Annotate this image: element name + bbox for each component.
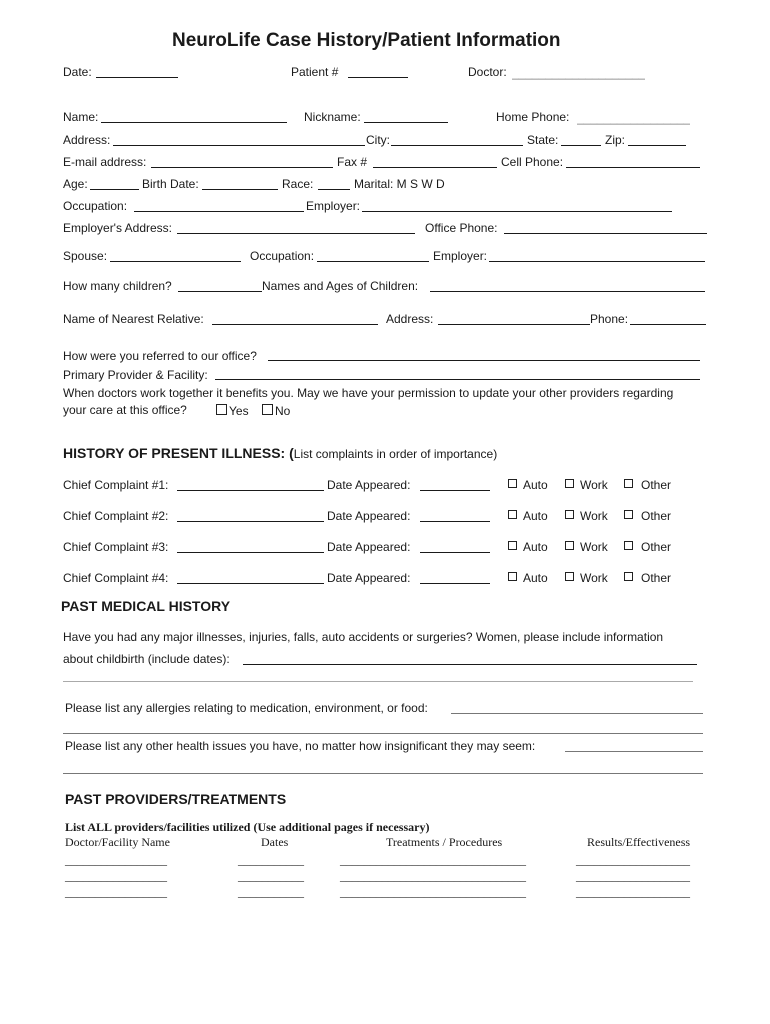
providers-table-cell[interactable]: ___________________ — [576, 885, 690, 899]
name-field[interactable] — [101, 122, 287, 123]
date-appeared-label: Date Appeared: — [327, 571, 411, 585]
work-checkbox[interactable] — [565, 541, 574, 550]
yes-checkbox[interactable] — [216, 404, 227, 415]
page-title: NeuroLife Case History/Patient Information — [172, 30, 561, 51]
doctor-field[interactable]: ____________________ — [512, 66, 646, 80]
nickname-label: Nickname: — [304, 110, 361, 124]
permission-text: When doctors work together it benefits you. May we have your permission to update your other providers regarding — [63, 386, 674, 400]
spouse-employer-label: Employer: — [433, 249, 488, 263]
other-label: Other — [641, 509, 672, 523]
relative-name-field[interactable] — [212, 324, 378, 325]
allergies-field[interactable] — [451, 713, 703, 714]
marital-label[interactable]: Marital: M S W D — [354, 177, 445, 191]
referral-field[interactable] — [268, 360, 700, 361]
other-issues-field[interactable] — [565, 751, 703, 752]
email-label: E-mail address: — [63, 155, 147, 169]
providers-table-cell[interactable]: _______________________________ — [340, 853, 526, 867]
pmh-answer-line-2[interactable] — [63, 681, 693, 682]
spouse-occupation-field[interactable] — [317, 261, 429, 262]
providers-table-cell[interactable]: _______________________________ — [340, 885, 526, 899]
spouse-occupation-label: Occupation: — [250, 249, 315, 263]
chief-complaint-field[interactable] — [177, 490, 324, 491]
date-label: Date: — [63, 65, 92, 79]
chief-complaint-field[interactable] — [177, 583, 324, 584]
date-appeared-field[interactable] — [420, 490, 490, 491]
children-names-field[interactable] — [430, 291, 705, 292]
address-label: Address: — [63, 133, 111, 147]
chief-complaint-label: Chief Complaint #1: — [63, 478, 169, 492]
employer-field[interactable] — [362, 211, 672, 212]
providers-table-cell[interactable]: _________________ — [65, 853, 167, 867]
children-names-label: Names and Ages of Children: — [262, 279, 419, 293]
auto-label: Auto — [523, 509, 548, 523]
city-label: City: — [366, 133, 390, 147]
date-appeared-label: Date Appeared: — [327, 509, 411, 523]
providers-instruction: List ALL providers/facilities utilized (Use additional pages if necessary) — [65, 820, 430, 834]
office-phone-field[interactable] — [504, 233, 707, 234]
pmh-question-2: about childbirth (include dates): — [63, 652, 230, 666]
work-label: Work — [580, 478, 608, 492]
providers-table-cell[interactable]: _______________________________ — [340, 869, 526, 883]
work-checkbox[interactable] — [565, 572, 574, 581]
city-field[interactable] — [391, 145, 523, 146]
auto-checkbox[interactable] — [508, 510, 517, 519]
pmh-answer-field[interactable] — [243, 664, 697, 665]
chief-complaint-label: Chief Complaint #3: — [63, 540, 169, 554]
providers-column-header: Doctor/Facility Name — [65, 835, 170, 849]
other-label: Other — [641, 540, 672, 554]
birth-date-field[interactable] — [202, 189, 278, 190]
auto-label: Auto — [523, 478, 548, 492]
providers-table-cell[interactable]: ___________________ — [576, 853, 690, 867]
chief-complaint-field[interactable] — [177, 521, 324, 522]
address-field[interactable] — [113, 145, 365, 146]
auto-checkbox[interactable] — [508, 479, 517, 488]
work-checkbox[interactable] — [565, 479, 574, 488]
fax-label: Fax # — [337, 155, 368, 169]
zip-field[interactable] — [628, 145, 686, 146]
office-phone-label: Office Phone: — [425, 221, 498, 235]
occupation-label: Occupation: — [63, 199, 128, 213]
other-checkbox[interactable] — [624, 541, 633, 550]
no-checkbox[interactable] — [262, 404, 273, 415]
providers-table-cell[interactable]: ___________ — [238, 869, 304, 883]
date-appeared-label: Date Appeared: — [327, 540, 411, 554]
relative-phone-label: Phone: — [590, 312, 629, 326]
providers-column-header: Dates — [261, 835, 289, 849]
patient-number-field[interactable] — [348, 77, 408, 78]
relative-name-label: Name of Nearest Relative: — [63, 312, 204, 326]
providers-column-header: Treatments / Procedures — [386, 835, 503, 849]
providers-column-header: Results/Effectiveness — [587, 835, 691, 849]
spouse-label: Spouse: — [63, 249, 108, 263]
state-label: State: — [527, 133, 559, 147]
home-phone-field[interactable]: _________________ — [577, 111, 691, 125]
auto-label: Auto — [523, 540, 548, 554]
pmh-heading: PAST MEDICAL HISTORY — [61, 598, 231, 614]
birth-date-label: Birth Date: — [142, 177, 199, 191]
hpi-heading-text: HISTORY OF PRESENT ILLNESS: ( — [63, 445, 294, 461]
auto-label: Auto — [523, 571, 548, 585]
primary-provider-field[interactable] — [215, 379, 700, 380]
other-issues-label: Please list any other health issues you have, no matter how insignificant they may seem: — [65, 739, 536, 753]
age-field[interactable] — [90, 189, 139, 190]
providers-heading: PAST PROVIDERS/TREATMENTS — [65, 791, 287, 807]
primary-provider-label: Primary Provider & Facility: — [63, 368, 208, 382]
name-label: Name: — [63, 110, 99, 124]
work-checkbox[interactable] — [565, 510, 574, 519]
date-appeared-label: Date Appeared: — [327, 478, 411, 492]
chief-complaint-label: Chief Complaint #4: — [63, 571, 169, 585]
relative-phone-field[interactable] — [630, 324, 706, 325]
date-appeared-field[interactable] — [420, 521, 490, 522]
doctor-label: Doctor: — [468, 65, 507, 79]
patient-number-label: Patient # — [291, 65, 339, 79]
other-label: Other — [641, 478, 672, 492]
nickname-field[interactable] — [364, 122, 448, 123]
date-appeared-field[interactable] — [420, 583, 490, 584]
allergies-line-2[interactable] — [63, 733, 703, 734]
other-label: Other — [641, 571, 672, 585]
race-field[interactable] — [318, 189, 350, 190]
employer-address-label: Employer's Address: — [63, 221, 173, 235]
children-count-label: How many children? — [63, 279, 172, 293]
other-checkbox[interactable] — [624, 510, 633, 519]
cell-phone-label: Cell Phone: — [501, 155, 564, 169]
race-label: Race: — [282, 177, 314, 191]
chief-complaint-label: Chief Complaint #2: — [63, 509, 169, 523]
permission-text-2: your care at this office? — [63, 403, 187, 417]
no-label: No — [275, 404, 291, 418]
fax-field[interactable] — [373, 167, 497, 168]
auto-checkbox[interactable] — [508, 572, 517, 581]
employer-address-field[interactable] — [177, 233, 415, 234]
spouse-employer-field[interactable] — [489, 261, 705, 262]
age-label: Age: — [63, 177, 88, 191]
providers-table-cell[interactable]: _________________ — [65, 869, 167, 883]
email-field[interactable] — [151, 167, 333, 168]
date-field[interactable] — [96, 77, 178, 78]
spouse-field[interactable] — [110, 261, 241, 262]
relative-address-label: Address: — [386, 312, 434, 326]
work-label: Work — [580, 509, 608, 523]
other-checkbox[interactable] — [624, 572, 633, 581]
providers-table-cell[interactable]: _________________ — [65, 885, 167, 899]
hpi-heading-note: List complaints in order of importance) — [293, 447, 498, 461]
work-label: Work — [580, 540, 608, 554]
pmh-question: Have you had any major illnesses, injuries, falls, auto accidents or surgeries? Women, please include information — [63, 630, 664, 644]
zip-label: Zip: — [605, 133, 626, 147]
occupation-field[interactable] — [134, 211, 304, 212]
referral-label: How were you referred to our office? — [63, 349, 257, 363]
chief-complaint-field[interactable] — [177, 552, 324, 553]
yes-label: Yes — [229, 404, 249, 418]
other-checkbox[interactable] — [624, 479, 633, 488]
hpi-heading — [63, 445, 497, 463]
providers-table-cell[interactable]: ___________ — [238, 853, 304, 867]
state-field[interactable] — [561, 145, 601, 146]
auto-checkbox[interactable] — [508, 541, 517, 550]
providers-table-cell[interactable]: ___________ — [238, 885, 304, 899]
employer-label: Employer: — [306, 199, 361, 213]
relative-address-field[interactable] — [438, 324, 590, 325]
home-phone-label: Home Phone: — [496, 110, 570, 124]
children-count-field[interactable] — [178, 291, 262, 292]
providers-table-cell[interactable]: ___________________ — [576, 869, 690, 883]
work-label: Work — [580, 571, 608, 585]
cell-phone-field[interactable] — [566, 167, 700, 168]
date-appeared-field[interactable] — [420, 552, 490, 553]
allergies-label: Please list any allergies relating to medication, environment, or food: — [65, 701, 428, 715]
other-issues-line-2[interactable] — [63, 773, 703, 774]
